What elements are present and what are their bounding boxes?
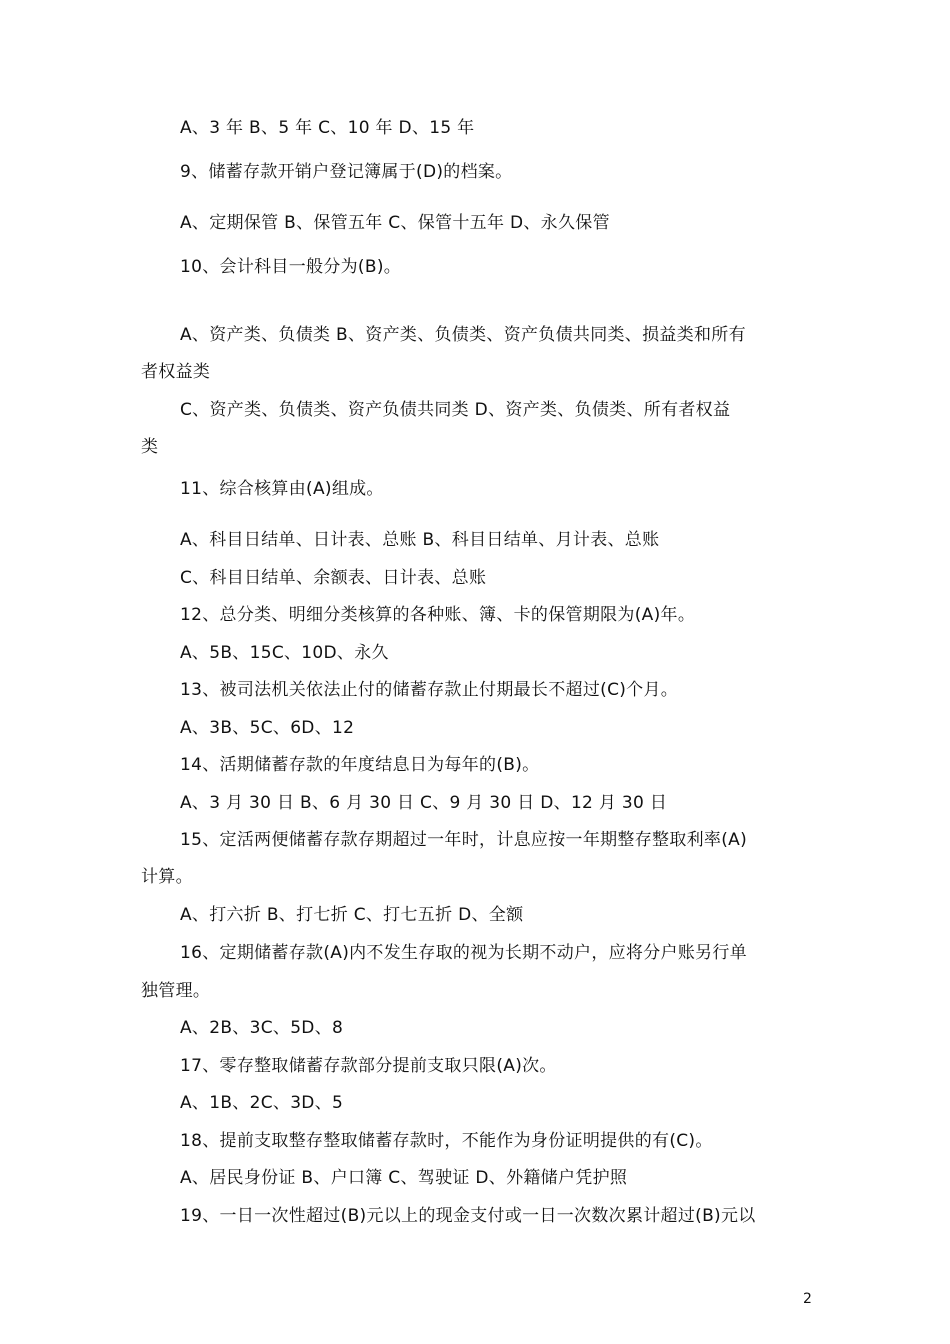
question-12: 12、总分类、明细分类核算的各种账、簿、卡的保管期限为(A)年。 — [180, 605, 696, 625]
answer-options-q14: A、3 月 30 日 B、6 月 30 日 C、9 月 30 日 D、12 月 30 日 — [180, 793, 668, 813]
answer-options-q10-c-d: C、资产类、负债类、资产负债共同类 D、资产类、负债类、所有者权益 — [180, 400, 731, 420]
answer-options-q13: A、3B、5C、6D、12 — [180, 718, 355, 738]
question-18: 18、提前支取整存整取储蓄存款时，不能作为身份证明提供的有(C)。 — [180, 1131, 713, 1151]
answer-options-q8: A、3 年 B、5 年 C、10 年 D、15 年 — [180, 118, 475, 138]
answer-options-q11-a-b: A、科目日结单、日计表、总账 B、科目日结单、月计表、总账 — [180, 530, 660, 550]
question-11: 11、综合核算由(A)组成。 — [180, 479, 384, 499]
question-9: 9、储蓄存款开销户登记簿属于(D)的档案。 — [180, 162, 513, 182]
answer-options-q10-a-b-continued: 者权益类 — [141, 362, 211, 382]
question-17: 17、零存整取储蓄存款部分提前支取只限(A)次。 — [180, 1056, 557, 1076]
answer-options-q11-c: C、科目日结单、余额表、日计表、总账 — [180, 568, 487, 588]
question-16: 16、定期储蓄存款(A)内不发生存取的视为长期不动户，应将分户账另行单 — [180, 943, 748, 963]
question-15-continued: 计算。 — [141, 867, 193, 887]
answer-options-q18: A、居民身份证 B、户口簿 C、驾驶证 D、外籍储户凭护照 — [180, 1168, 628, 1188]
question-16-continued: 独管理。 — [141, 981, 211, 1001]
question-14: 14、活期储蓄存款的年度结息日为每年的(B)。 — [180, 755, 540, 775]
question-19: 19、一日一次性超过(B)元以上的现金支付或一日一次数次累计超过(B)元以 — [180, 1206, 756, 1226]
answer-options-q17: A、1B、2C、3D、5 — [180, 1093, 344, 1113]
question-15: 15、定活两便储蓄存款存期超过一年时，计息应按一年期整存整取利率(A) — [180, 830, 748, 850]
question-13: 13、被司法机关依法止付的储蓄存款止付期最长不超过(C)个月。 — [180, 680, 679, 700]
answer-options-q15: A、打六折 B、打七折 C、打七五折 D、全额 — [180, 905, 524, 925]
answer-options-q10-c-d-continued: 类 — [141, 437, 159, 457]
question-10: 10、会计科目一般分为(B)。 — [180, 257, 402, 277]
answer-options-q9: A、定期保管 B、保管五年 C、保管十五年 D、永久保管 — [180, 213, 610, 233]
answer-options-q10-a-b: A、资产类、负债类 B、资产类、负债类、资产负债共同类、损益类和所有 — [180, 325, 746, 345]
answer-options-q16: A、2B、3C、5D、8 — [180, 1018, 344, 1038]
page-number: 2 — [803, 1291, 812, 1307]
answer-options-q12: A、5B、15C、10D、永久 — [180, 643, 389, 663]
